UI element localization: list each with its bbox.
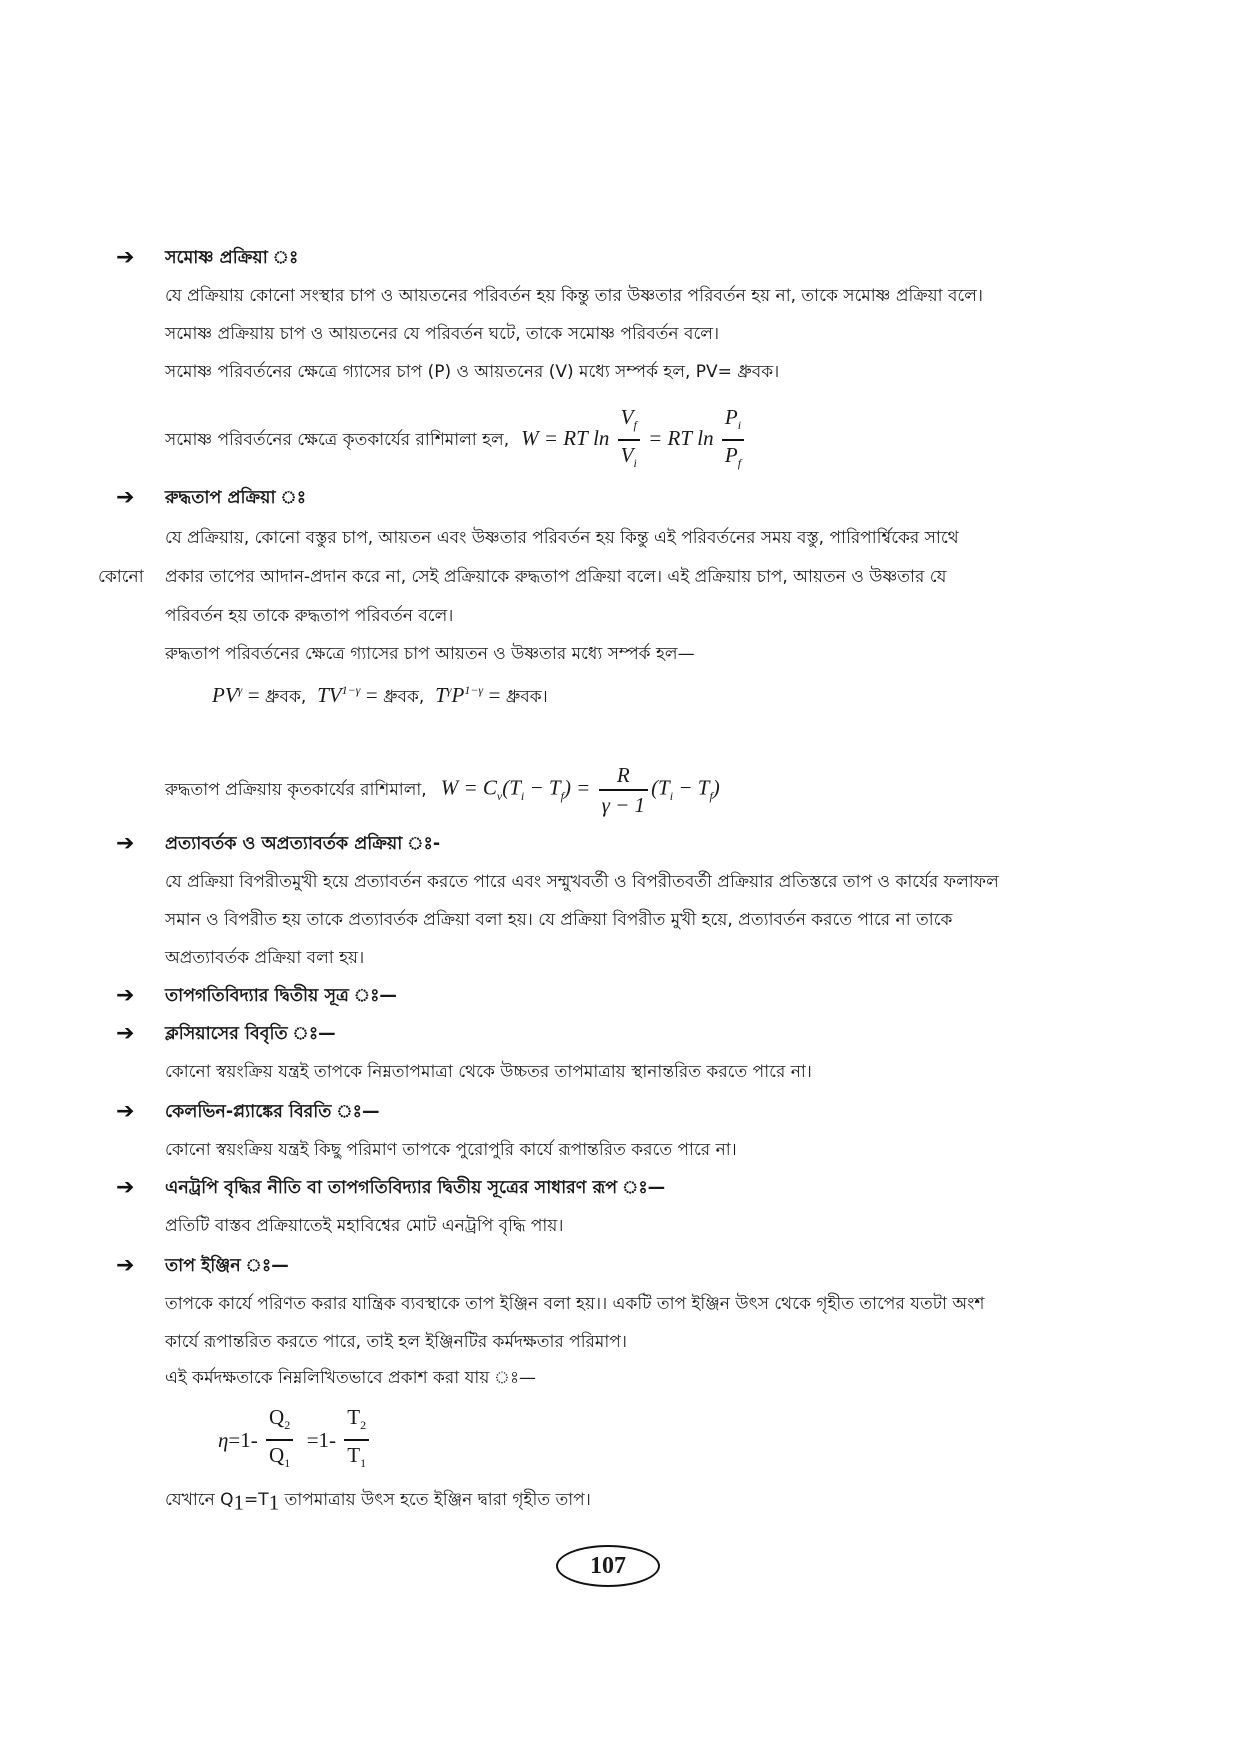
reversible-line-2: সমান ও বিপরীত হয় তাকে প্রত্যাবর্তক প্রক্রিয়া বলা হয়। যে প্রক্রিয়া বিপরীত মুখী হয়ে, প্রত্যাবর্তন করতে পারে না তাকে — [165, 910, 953, 930]
isothermal-work-line — [165, 405, 747, 475]
bullet-arrow-icon: ➔ — [116, 1021, 135, 1046]
adiabatic-work-label: রুদ্ধতাপ প্রক্রিয়ায় কৃতকার্যের রাশিমালা, — [165, 780, 427, 800]
isothermal-line-1: যে প্রক্রিয়ায় কোনো সংস্থার চাপ ও আয়তনের পরিবর্তন হয় কিন্তু তার উষ্ণতার পরিবর্তন হয় না, তাকে সমোষ্ণ প্রক্রিয়া বলে। — [165, 286, 983, 306]
reversible-line-3: অপ্রত্যাবর্তক প্রক্রিয়া বলা হয়। — [165, 948, 365, 968]
bullet-arrow-icon: ➔ — [116, 831, 135, 856]
reversible-line-1: যে প্রক্রিয়া বিপরীতমুখী হয়ে প্রত্যাবর্তন করতে পারে এবং সম্মুখবর্তী ও বিপরীতবর্তী প্রক্রিয়ার প্রতিস্তরে তাপ ও কার্যের ফলাফল — [165, 872, 999, 892]
adiabatic-line-1: যে প্রক্রিয়ায়, কোনো বস্তুর চাপ, আয়তন এবং উষ্ণতার পরিবর্তন হয় কিন্তু এই পরিবর্তনের সময় বস্তু, পারিপার্শ্বিকের সাথে — [165, 528, 959, 548]
adiabatic-heading: রুদ্ধতাপ প্রক্রিয়া ঃ — [165, 488, 307, 508]
bullet-arrow-icon: ➔ — [116, 1175, 135, 1200]
isothermal-work-label: সমোষ্ণ পরিবর্তনের ক্ষেত্রে কৃতকার্যের রাশিমালা হল, — [165, 430, 510, 450]
isothermal-work-formula: W = RT ln $\frac{V_f}{V_i}$ = RT ln $\frac{P_i}{P_f}$ — [521, 403, 747, 477]
isothermal-line-2: সমোষ্ণ প্রক্রিয়ায় চাপ ও আয়তনের যে পরিবর্তন ঘটে, তাকে সমোষ্ণ পরিবর্তন বলে। — [165, 324, 720, 344]
efficiency-formula: η =1- $\frac{Q_2}{Q_1}$ =1- $\frac{T_2}{T_1}$ — [218, 1402, 372, 1478]
kelvin-line-1: কোনো স্বয়ংক্রিয় যন্ত্রই কিছু পরিমাণ তাপকে পুরোপুরি কার্যে রূপান্তরিত করতে পারে না। — [165, 1140, 737, 1160]
adiabatic-line-2-prefix: কোনো — [98, 567, 144, 587]
entropy-line-1: প্রতিটি বাস্তব প্রক্রিয়াতেই মহাবিশ্বের মোট এনট্রপি বৃদ্ধি পায়। — [165, 1216, 564, 1236]
bullet-arrow-icon: ➔ — [116, 1253, 135, 1278]
clausius-heading: ক্লসিয়াসের বিবৃতি ঃ— — [165, 1024, 336, 1044]
bullet-arrow-icon: ➔ — [116, 245, 135, 270]
kelvin-heading: কেলভিন-প্ল্যাঙ্কের বিরতি ঃ— — [165, 1102, 380, 1122]
adiabatic-line-3: পরিবর্তন হয় তাকে রুদ্ধতাপ পরিবর্তন বলে। — [165, 606, 454, 626]
adiabatic-line-4: রুদ্ধতাপ পরিবর্তনের ক্ষেত্রে গ্যাসের চাপ আয়তন ও উষ্ণতার মধ্যে সম্পর্ক হল— — [165, 644, 695, 664]
clausius-line-1: কোনো স্বয়ংক্রিয় যন্ত্রই তাপকে নিম্নতাপমাত্রা থেকে উচ্চতর তাপমাত্রায় স্থানান্তরিত করতে পারে না। — [165, 1062, 812, 1082]
second-law-heading: তাপগতিবিদ্যার দ্বিতীয় সূত্র ঃ— — [165, 986, 397, 1006]
adiabatic-work-line — [165, 752, 720, 828]
heat-engine-line-3: এই কর্মদক্ষতাকে নিম্নলিখিতভাবে প্রকাশ করা যায় ঃ— — [165, 1368, 537, 1388]
heat-engine-line-2: কার্যে রূপান্তরিত করতে পারে, তাই হল ইঞ্জিনটির কর্মদক্ষতার পরিমাপ। — [165, 1332, 627, 1352]
entropy-heading: এনট্রপি বৃদ্ধির নীতি বা তাপগতিবিদ্যার দ্বিতীয় সূত্রের সাধারণ রূপ ঃ— — [165, 1178, 666, 1198]
adiabatic-work-formula: $W = C_v(T_i - T_f)$ = $\frac{R}{\gamma - 1}$ $(T_i - T_f)$ — [440, 763, 720, 817]
heat-engine-line-1: তাপকে কার্যে পরিণত করার যান্ত্রিক ব্যবস্থাকে তাপ ইঞ্জিন বলা হয়।। একটি তাপ ইঞ্জিন উৎস থেকে গৃহীত তাপের যতটা অংশ — [165, 1294, 985, 1314]
heat-engine-heading: তাপ ইঞ্জিন ঃ— — [165, 1256, 289, 1276]
adiabatic-relations: $PV^\gamma$ = ধ্রুবক, $TV^{1-\gamma}$ = ধ্রুবক, $T^\gamma P^{1-\gamma}$ = ধ্রুবক। — [212, 683, 548, 707]
isothermal-line-3: সমোষ্ণ পরিবর্তনের ক্ষেত্রে গ্যাসের চাপ (P) ও আয়তনের (V) মধ্যে সম্পর্ক হল, PV= ধ্রুবক। — [165, 362, 780, 382]
bullet-arrow-icon: ➔ — [116, 983, 135, 1008]
adiabatic-line-2: প্রকার তাপের আদান-প্রদান করে না, সেই প্রক্রিয়াকে রুদ্ধতাপ প্রক্রিয়া বলে। এই প্রক্রিয়ায় চাপ, আয়তন ও উষ্ণতার যে — [165, 567, 947, 587]
bullet-arrow-icon: ➔ — [116, 485, 135, 510]
isothermal-heading: সমোষ্ণ প্রক্রিয়া ঃ — [165, 248, 299, 268]
reversible-heading: প্রত্যাবর্তক ও অপ্রত্যাবর্তক প্রক্রিয়া ঃ- — [165, 834, 441, 854]
page-number: 107 — [556, 1545, 660, 1587]
bullet-arrow-icon: ➔ — [116, 1099, 135, 1124]
heat-engine-where-line: যেখানে $Q_1=T_1$ তাপমাত্রায় উৎস হতে ইঞ্জিন দ্বারা গৃহীত তাপ। — [165, 1490, 591, 1515]
